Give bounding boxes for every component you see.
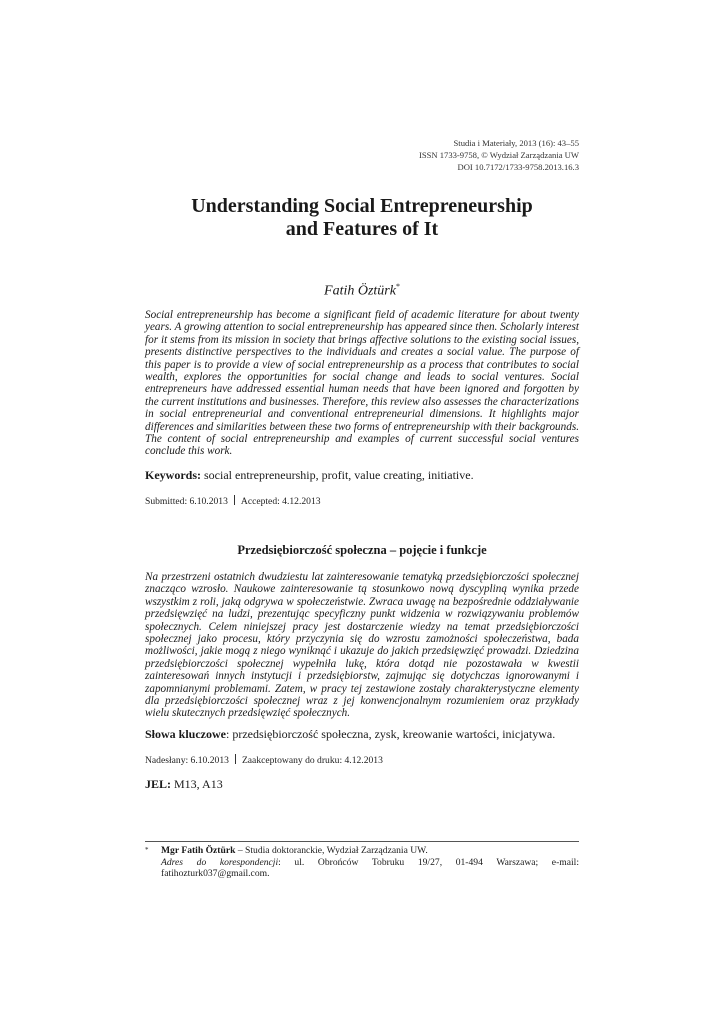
keywords-label: Keywords:	[145, 468, 201, 482]
jel-codes: M13, A13	[171, 777, 223, 791]
polish-title: Przedsiębiorczość społeczna – pojęcie i funkcje	[237, 543, 487, 557]
footnote-author-name: Mgr Fatih Öztürk	[161, 845, 236, 856]
submission-dates-polish	[145, 754, 383, 767]
title-line-2: and Features of It	[285, 218, 439, 240]
article-title	[145, 195, 579, 241]
accepted-date: Accepted: 4.12.2013	[240, 496, 321, 507]
accepted-date-polish: Zaakceptowany do druku: 4.12.2013	[241, 755, 383, 766]
footnote-affiliation: – Studia doktoranckie, Wydział Zarządzania UW.	[235, 845, 428, 856]
journal-citation: Studia i Materiały, 2013 (16): 43–55	[453, 138, 579, 148]
keywords-polish-label: Słowa kluczowe	[145, 727, 226, 741]
issn-line: ISSN 1733-9758, © Wydział Zarządzania UW	[418, 150, 579, 160]
submitted-date-polish: Nadesłany: 6.10.2013	[145, 755, 229, 766]
doi-line: DOI 10.7172/1733-9758.2013.16.3	[457, 162, 579, 172]
footnote-mark: *	[145, 846, 149, 854]
title-line-1: Understanding Social Entrepreneurship	[191, 195, 533, 217]
jel-label: JEL:	[145, 777, 172, 791]
footnote-divider	[145, 841, 579, 842]
submission-dates-english	[145, 495, 321, 508]
submitted-date: Submitted: 6.10.2013	[145, 496, 228, 507]
date-separator	[235, 754, 236, 764]
author-text: Fatih Öztürk	[324, 283, 396, 299]
keywords-text: social entrepreneurship, profit, value creating, initiative.	[201, 468, 474, 482]
abstract-polish: Na przestrzeni ostatnich dwudziestu lat zainteresowanie tematyką przedsiębiorczości społecznej znacząco wzrosło. Naukowe zainteresowanie tą stosunkowo nową dyscypliną wynika przede wszystkim z roli, jaką odgrywa w społeczeństwie. Zwraca uwagę na bezpośrednie oddziaływanie przedsięwzięć na ludzi, prezentując specyficzny punkt widzenia w rozwiązywaniu problemów społecznych. Celem niniejszej pracy jest dostarczenie wiedzy na temat przedsiębiorczości społecznej jako procesu, który przyczynia się do wzrostu zamożności społeczeństwa, bada możliwości, jakie mogą z niego wyniknąć i ukazuje do jakich przedsięwzięć prowadzi. Dziedzina przedsiębiorczości społecznej wypełniła lukę, która dotąd nie pozostawała w kwestii zainteresowań innych instytucji i przedsiębiorstw, zajmując się dotychczas ignorowanymi i zapomnianymi problemami. Zatem, w pracy tej zestawione zostały charakterystyczne elementy dla przedsiębiorczości społecznej wraz z jej konwencjonalnym rozumieniem oraz przykłady wielu skutecznych przedsięwzięć społecznych.	[145, 571, 579, 720]
abstract-english: Social entrepreneurship has become a significant field of academic literature for about twenty years. A growing attention to social entrepreneurship has appeared since then. Scholarly interest for it stems from its mission in society that brings affective solutions to the existing social issues, presents distinctive perspectives to the individuals and creates a social value. The purpose of this paper is to provide a view of social entrepreneurship as a process that contributes to social wealth, explores the opportunities for social change and leads to social ventures. Social entrepreneurs have addressed essential human needs that have been ignored and forgotten by the current institutions and businesses. Therefore, this review also assesses the characterizations in social entrepreneurial and conventional entrepreneurial dimensions. It highlights major differences and similarities between these two forms of entrepreneurship with their backgrounds. The content of social entrepreneurship and examples of current successful social ventures conclude this work.	[145, 309, 579, 458]
footnote-address: : ul. Obrońców Tobruku 19/27, 01-494 Warszawa; e-mail: fatihozturk037@gmail.com.	[161, 856, 579, 880]
footnote-body	[161, 845, 579, 880]
date-separator	[234, 495, 235, 505]
jel-classification	[145, 777, 223, 791]
author-footnote-mark: *	[395, 282, 400, 291]
keywords-polish	[145, 727, 579, 741]
author-footnote	[145, 845, 579, 880]
keywords-english	[145, 468, 579, 482]
keywords-polish-text: : przedsiębiorczość społeczna, zysk, kreowanie wartości, inicjatywa.	[226, 727, 556, 741]
author-name	[145, 282, 579, 300]
footnote-address-label: Adres do korespondencji	[161, 856, 279, 868]
